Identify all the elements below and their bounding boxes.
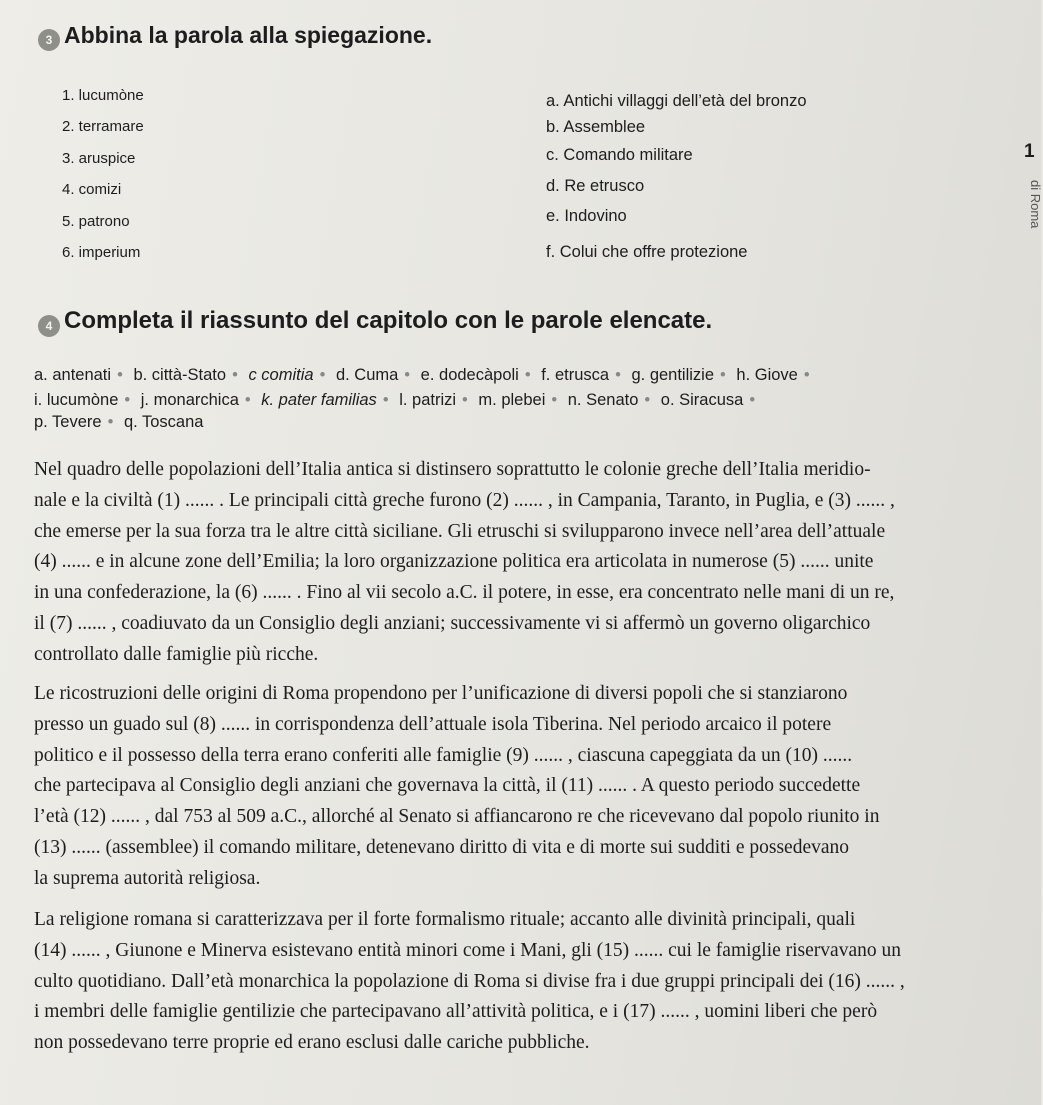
exercise-1-title: Abbina la parola alla spiegazione. xyxy=(64,22,433,48)
word-bank-row: i. lucumòne • j. monarchica • k. pater familias • l. patrizi • m. plebei • n. Senato • o. Siracusa • xyxy=(34,391,756,409)
word-bank-item: g. gentilizie xyxy=(631,366,715,384)
word-bank-item: l. patrizi xyxy=(399,391,457,409)
word-bank-item: k. pater familias xyxy=(261,391,377,409)
paragraph-line: La religione romana si caratterizzava per il forte formalismo rituale; accanto alle divinità principali, quali xyxy=(34,909,856,930)
paragraph-line: politico e il possesso della terra erano conferiti alle famiglie (9) ...... , ciascuna capeggiata da un (10) ...... xyxy=(34,744,853,766)
match-left-item: 1. lucumòne xyxy=(62,87,144,104)
match-left-item: 5. patrono xyxy=(62,213,130,230)
word-bank-row: p. Tevere • q. Toscana xyxy=(34,413,204,431)
paragraph-line: Le ricostruzioni delle origini di Roma propendono per l’unificazione di diversi popoli che si stanziarono xyxy=(34,683,848,704)
paragraph-line: (13) ...... (assemblee) il comando militare, detenevano diritto di vita e di morte sui sudditi e possedevano xyxy=(34,836,850,858)
word-bank-item: h. Giove xyxy=(736,366,798,384)
exercise-2-title: Completa il riassunto del capitolo con le parole elencate. xyxy=(64,307,713,334)
match-right-item: c. Comando militare xyxy=(546,146,693,164)
word-bank-item: n. Senato xyxy=(567,391,639,409)
word-bank-item: d. Cuma xyxy=(335,366,399,384)
word-bank-item: p. Tevere xyxy=(34,413,102,431)
paragraph-line: presso un guado sul (8) ...... in corrispondenza dell’attuale isola Tiberina. Nel periodo arcaico il potere xyxy=(34,713,832,735)
word-bank-item: a. antenati xyxy=(34,366,112,384)
match-left-item: 3. aruspice xyxy=(62,150,136,167)
match-left-item: 2. terramare xyxy=(62,118,144,135)
match-right-item: e. Indovino xyxy=(546,207,627,225)
page-number: 1 xyxy=(1024,141,1035,162)
paragraph-line: il (7) ...... , coadiuvato da un Consiglio degli anziani; successivamente vi si affermò un governo oligarchico xyxy=(34,612,871,634)
exercise-number-icon: 3 xyxy=(38,29,60,51)
word-bank-item: b. città-Stato xyxy=(133,366,227,384)
paragraph-line: controllato dalle famiglie più ricche. xyxy=(34,643,319,665)
paragraph-line: i membri delle famiglie gentilizie che partecipavano all’attività politica, e i (17) ...... , uomini liberi che però xyxy=(34,1001,878,1023)
match-left-item: 4. comizi xyxy=(62,181,122,198)
paragraph-line: (14) ...... , Giunone e Minerva esistevano entità minori come i Mani, gli (15) ...... cui le famiglie riservavano un xyxy=(34,939,901,961)
match-left-item: 6. imperium xyxy=(62,244,141,261)
paragraph-line: l’età (12) ...... , dal 753 al 509 a.C., allorché al Senato si affiancarono re che ricevevano dal popolo riunito in xyxy=(34,806,880,828)
paragraph-line: culto quotidiano. Dall’età monarchica la popolazione di Roma si divise fra i due gruppi principali dei (16) ...... , xyxy=(34,970,905,992)
match-right-item: a. Antichi villaggi dell’età del bronzo xyxy=(546,92,807,110)
word-bank-item: c comitia xyxy=(248,366,314,384)
word-bank-item: e. dodecàpoli xyxy=(420,366,519,384)
word-bank-item: i. lucumòne xyxy=(34,391,119,409)
match-right-item: b. Assemblee xyxy=(546,118,646,136)
paragraph-line: (4) ...... e in alcune zone dell’Emilia; la loro organizzazione politica era articolata in numerose (5) ...... unite xyxy=(34,551,874,573)
word-bank-item: o. Siracusa xyxy=(660,391,744,409)
paragraph-line: nale e la civiltà (1) ...... . Le principali città greche furono (2) ...... , in Campania, Taranto, in Puglia, e (3) ...... , xyxy=(34,489,895,511)
exercise-number-icon: 4 xyxy=(38,315,60,337)
match-right-item: d. Re etrusco xyxy=(546,177,645,195)
margin-running-text: di Roma xyxy=(1028,180,1043,229)
word-bank-item: f. etrusca xyxy=(541,366,610,384)
paragraph-line: che emerse per la sua forza tra le altre città siciliane. Gli etruschi si svilupparono invece nell’area dell’attuale xyxy=(34,520,886,542)
paragraph-line: in una confederazione, la (6) ...... . Fino al vii secolo a.C. il potere, in esse, era concentrato nelle mani di un re, xyxy=(34,582,895,604)
paragraph-line: non possedevano terre proprie ed erano esclusi dalle cariche pubbliche. xyxy=(34,1032,590,1054)
paragraph-line: Nel quadro delle popolazioni dell’Italia antica si distinsero soprattutto le colonie greche dell’Italia meridio- xyxy=(34,459,871,480)
word-bank-item: q. Toscana xyxy=(123,413,204,431)
summary-paragraph-3 xyxy=(34,905,1024,1059)
word-bank-row: a. antenati • b. città-Stato • c comitia • d. Cuma • e. dodecàpoli • f. etrusca • g. gentilizie • h. Giove • xyxy=(34,366,810,384)
match-right-item: f. Colui che offre protezione xyxy=(546,243,748,261)
paragraph-line: la suprema autorità religiosa. xyxy=(34,867,261,889)
summary-paragraph-2 xyxy=(34,679,1024,895)
paragraph-line: che partecipava al Consiglio degli anziani che governava la città, il (11) ...... . A questo periodo succedette xyxy=(34,775,861,797)
word-bank-item: m. plebei xyxy=(478,391,546,409)
word-bank-item: j. monarchica xyxy=(140,391,239,409)
summary-paragraph-1 xyxy=(34,455,1024,671)
